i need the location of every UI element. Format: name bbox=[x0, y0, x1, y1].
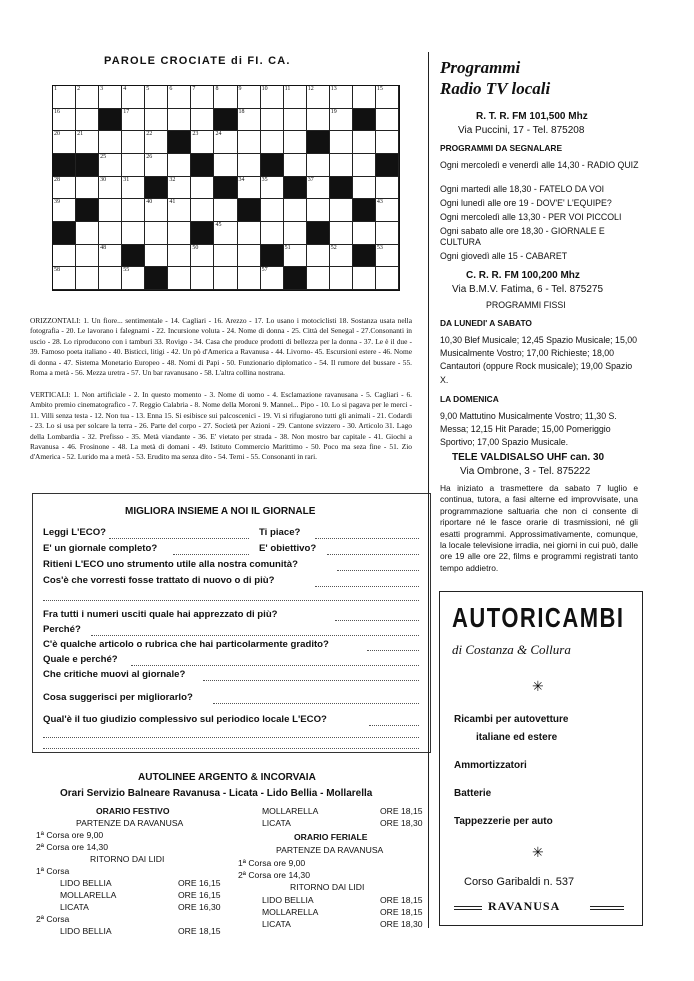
autoricambi-ad bbox=[439, 591, 643, 926]
timetable-row: 1ª Corsa bbox=[36, 866, 70, 876]
crossword-cell bbox=[376, 177, 399, 200]
crossword-cell bbox=[191, 199, 214, 222]
cell-number: 24 bbox=[215, 131, 222, 138]
column-divider bbox=[428, 52, 429, 928]
crossword-cell bbox=[53, 109, 76, 132]
timetable-row: LIDO BELLIA bbox=[60, 926, 112, 936]
crossword-cell bbox=[122, 177, 145, 200]
crossword-cell bbox=[214, 245, 237, 268]
survey-q12: Cosa suggerisci per migliorarlo? bbox=[43, 692, 193, 703]
survey-q13: Qual'è il tuo giudizio complessivo sul periodico locale L'ECO? bbox=[43, 714, 327, 725]
cell-number: 50 bbox=[192, 244, 199, 251]
cell-number: 26 bbox=[146, 153, 153, 160]
cell-number: 9 bbox=[238, 86, 242, 92]
crossword-cell bbox=[284, 222, 307, 245]
crossword-cell bbox=[353, 199, 376, 222]
cell-number: 8 bbox=[215, 86, 219, 92]
crossword-cell bbox=[307, 245, 330, 268]
cell-number: 53 bbox=[376, 244, 383, 251]
crossword-cell bbox=[99, 86, 122, 109]
timetable-row: MOLLARELLA bbox=[262, 907, 319, 917]
survey-q2: Ti piace? bbox=[259, 527, 301, 538]
crossword-cell bbox=[168, 199, 191, 222]
cell-number: 3 bbox=[100, 86, 104, 92]
timetable-label: PARTENZE DA RAVANUSA bbox=[276, 845, 384, 855]
crossword-cell bbox=[376, 245, 399, 268]
ad-divider bbox=[454, 906, 482, 910]
cell-number: 31 bbox=[123, 176, 130, 183]
crossword-cell bbox=[376, 154, 399, 177]
crossword-cell bbox=[214, 154, 237, 177]
sunday-programs: 9,00 Mattutino Musicalmente Vostro; 11,30 S. Messa; 12,15 Hit Parade; 15,00 Pomeriggio Sportivo; 17,00 Spazio Musicale. bbox=[440, 411, 617, 448]
cell-number: 25 bbox=[100, 153, 107, 160]
crossword-cell bbox=[330, 199, 353, 222]
cell-number: 17 bbox=[123, 108, 130, 115]
timetable-time: ORE 18,15 bbox=[178, 926, 221, 936]
survey-q1: Leggi L'ECO? bbox=[43, 527, 107, 538]
cell-number: 28 bbox=[54, 176, 60, 183]
crossword-cell bbox=[122, 222, 145, 245]
cell-number: 12 bbox=[307, 86, 314, 92]
survey-q9: C'è qualche articolo o rubrica che hai particolarmente gradito? bbox=[43, 639, 329, 650]
crossword-cell bbox=[145, 86, 168, 109]
crossword-cell bbox=[168, 267, 191, 290]
crossword-cell bbox=[168, 245, 191, 268]
crossword-cell bbox=[238, 86, 261, 109]
crossword-cell bbox=[307, 267, 330, 290]
crossword-cell bbox=[145, 154, 168, 177]
crossword-cell bbox=[330, 267, 353, 290]
ad-line5: Tappezzerie per auto bbox=[454, 816, 553, 827]
crossword-cell bbox=[238, 154, 261, 177]
cell-number: 30 bbox=[100, 176, 107, 183]
ad-owners: di Costanza & Collura bbox=[452, 642, 571, 657]
segnalare-heading: PROGRAMMI DA SEGNALARE bbox=[440, 143, 563, 153]
crossword-cell bbox=[238, 177, 261, 200]
cell-number: 4 bbox=[123, 86, 127, 92]
timetable-row: MOLLARELLA bbox=[262, 806, 319, 816]
crossword-cell bbox=[261, 267, 284, 290]
survey-q5: Ritieni L'ECO uno strumento utile alla nostra comunità? bbox=[43, 559, 298, 570]
timetable-label: PARTENZE DA RAVANUSA bbox=[76, 818, 184, 828]
crossword-cell bbox=[53, 177, 76, 200]
timetable-row: LICATA bbox=[262, 818, 291, 828]
cell-number: 16 bbox=[54, 108, 60, 115]
cell-number: 52 bbox=[330, 244, 337, 251]
crossword-cell bbox=[376, 199, 399, 222]
radio-subtitle: Radio TV locali bbox=[440, 79, 551, 98]
crossword-cell bbox=[191, 86, 214, 109]
crossword-cell bbox=[307, 131, 330, 154]
crossword-cell bbox=[168, 222, 191, 245]
crossword-cell bbox=[168, 177, 191, 200]
survey-q8: Perché? bbox=[43, 624, 81, 635]
cell-number: 19 bbox=[330, 108, 337, 115]
cell-number: 1 bbox=[54, 86, 57, 92]
crossword-cell bbox=[53, 131, 76, 154]
cell-number: 21 bbox=[77, 131, 84, 138]
crossword-cell bbox=[214, 131, 237, 154]
crossword-cell bbox=[122, 109, 145, 132]
cell-number: 41 bbox=[169, 199, 176, 206]
crossword-cell bbox=[353, 267, 376, 290]
cell-number: 34 bbox=[238, 176, 245, 183]
crossword-cell bbox=[99, 177, 122, 200]
program-item: Ogni sabato alle ore 18,30 - GIORNALE E CULTURA bbox=[440, 226, 605, 247]
crossword-cell bbox=[53, 267, 76, 290]
crossword-cell bbox=[330, 222, 353, 245]
crossword-cell bbox=[307, 86, 330, 109]
cell-number: 13 bbox=[330, 86, 337, 92]
crossword-cell bbox=[145, 109, 168, 132]
horizontal-clues: ORIZZONTALI: 1. Un fiore... sentimentale - 14. Cagliari - 16. Arezzo - 17. Lo usano i motociclisti 18. Sostanza usata nella fotografia - 20. Le lavorano i falegnami - 22. Incursione voluta - 24. Nome di donna - 25. Città del Senegal - 27.Consonanti in uscio - 28. Lo riproducono con i tamburi 33. Rovigo - 34. Casa che produce prodotti di bellezza per la donna - 37. Le è il due - 39. Famoso poeta italiano - 40. Bisticci, litigi - 42. Un pò d'America a Ravanusa - 44. Livorno- 45. Escursioni estere - 46. Nome di donna - 47. Sistema Monetario Europeo - 48. Nomi di Papi - 50. Funzionario diplomatico - 54. Il rumore del bussare - 55. Roma a metà - 56. Mezza uretra - 57. Un bar ravanusano - 58. L'altra collina nostrana. bbox=[30, 316, 412, 378]
crossword-cell bbox=[238, 131, 261, 154]
crossword-cell bbox=[122, 154, 145, 177]
crossword-cell bbox=[261, 245, 284, 268]
survey-q3: E' un giornale completo? bbox=[43, 543, 158, 554]
answer-line[interactable] bbox=[213, 703, 419, 704]
ad-line3: Ammortizzatori bbox=[454, 760, 527, 771]
crossword-cell bbox=[76, 154, 99, 177]
crossword-cell bbox=[307, 222, 330, 245]
crossword-cell bbox=[99, 109, 122, 132]
crossword-cell bbox=[76, 177, 99, 200]
survey-title: MIGLIORA INSIEME A NOI IL GIORNALE bbox=[125, 506, 316, 517]
crossword-cell bbox=[53, 86, 76, 109]
crossword-cell bbox=[214, 222, 237, 245]
crossword-cell bbox=[376, 267, 399, 290]
tele-description: Ha iniziato a trasmettere da sabato 7 luglio e continua, tutora, a fasi alterne ed improvvisate, una programmazione saltuaria che non ci consente di riportare né le fasce orarie di trasmissioni, né gli esatti programmi. Approssimativamente, comunque, la locale televisione irradia, nei giorni in cui può, dalle ore 19 alle ore 22, films e programmi registrati tanto tempo addietro. bbox=[440, 483, 638, 573]
ad-line2: italiane ed estere bbox=[476, 732, 558, 743]
cell-number: 23 bbox=[192, 131, 199, 138]
timetable-row: 2ª Corsa ore 14,30 bbox=[238, 870, 310, 880]
answer-line[interactable] bbox=[367, 650, 419, 651]
crossword-cell bbox=[284, 267, 307, 290]
crossword-cell bbox=[122, 267, 145, 290]
crossword-cell bbox=[214, 267, 237, 290]
timetable-row: 1ª Corsa ore 9,00 bbox=[238, 858, 306, 868]
timetable-label: RITORNO DAI LIDI bbox=[290, 882, 365, 892]
crossword-cell bbox=[99, 267, 122, 290]
answer-line[interactable] bbox=[109, 538, 249, 539]
crossword-cell bbox=[76, 267, 99, 290]
timetable-time: ORE 18,15 bbox=[380, 895, 423, 905]
cell-number: 48 bbox=[100, 244, 107, 251]
crossword-cell bbox=[145, 267, 168, 290]
crossword-cell bbox=[99, 245, 122, 268]
crossword-cell bbox=[261, 199, 284, 222]
answer-line[interactable] bbox=[327, 554, 419, 555]
survey-q10: Quale e perché? bbox=[43, 654, 118, 665]
timetable-time: ORE 18,15 bbox=[380, 907, 423, 917]
rtr-address: Via Puccini, 17 - Tel. 875208 bbox=[458, 125, 585, 136]
crossword-cell bbox=[238, 267, 261, 290]
cell-number: 58 bbox=[54, 267, 60, 274]
cell-number: 2 bbox=[77, 86, 81, 92]
timetable-row: MOLLARELLA bbox=[60, 890, 117, 900]
cell-number: 40 bbox=[146, 199, 153, 206]
crossword-cell bbox=[214, 86, 237, 109]
cell-number: 51 bbox=[284, 244, 291, 251]
crossword-cell bbox=[53, 245, 76, 268]
crossword-cell bbox=[122, 245, 145, 268]
cell-number: 32 bbox=[169, 176, 176, 183]
weekday-programs: 10,30 Blef Musicale; 12,45 Spazio Musicale; 15,00 Musicalmente Vostro; 17,00 Richieste; 18,00 Cantautori (oppure Rock musicale); 19,00 Spazio X. bbox=[440, 335, 638, 385]
crossword-cell bbox=[353, 222, 376, 245]
rtr-station: R. T. R. FM 101,500 Mhz bbox=[476, 111, 588, 122]
crossword-cell bbox=[99, 131, 122, 154]
crossword-cell bbox=[99, 222, 122, 245]
answer-line[interactable] bbox=[335, 620, 419, 621]
cell-number: 10 bbox=[261, 86, 268, 92]
crossword-cell bbox=[191, 267, 214, 290]
timetable-time: ORE 18,30 bbox=[380, 818, 423, 828]
ad-brand: AUTORICAMBI bbox=[452, 602, 625, 634]
answer-line[interactable] bbox=[173, 554, 249, 555]
crossword-cell bbox=[76, 199, 99, 222]
crossword-cell bbox=[238, 199, 261, 222]
crossword-cell bbox=[191, 222, 214, 245]
star-icon: ✳ bbox=[532, 844, 544, 860]
crossword-cell bbox=[122, 131, 145, 154]
crossword-cell bbox=[145, 222, 168, 245]
cell-number: 20 bbox=[54, 131, 60, 138]
ad-divider bbox=[590, 906, 624, 910]
timetable-time: ORE 16,15 bbox=[178, 890, 221, 900]
crossword-title: PAROLE CROCIATE di FI. CA. bbox=[104, 55, 291, 67]
crossword-cell bbox=[76, 245, 99, 268]
crossword-cell bbox=[284, 86, 307, 109]
crossword-cell bbox=[261, 109, 284, 132]
crossword-cell bbox=[238, 109, 261, 132]
crossword-cell bbox=[168, 86, 191, 109]
crossword-cell bbox=[214, 177, 237, 200]
crossword-cell bbox=[191, 109, 214, 132]
festivo-heading: ORARIO FESTIVO bbox=[96, 806, 170, 816]
survey-q6: Cos'è che vorresti fosse trattato di nuovo o di più? bbox=[43, 575, 275, 586]
crossword-cell bbox=[76, 86, 99, 109]
program-item: Ogni giovedì alle 15 - CABARET bbox=[440, 251, 568, 261]
ad-line1: Ricambi per autovetture bbox=[454, 714, 569, 725]
timetable-row: LICATA bbox=[262, 919, 291, 929]
program-item: Ogni mercoledì e venerdì alle 14,30 - RADIO QUIZ bbox=[440, 160, 639, 170]
crossword-cell bbox=[99, 154, 122, 177]
answer-line[interactable] bbox=[43, 600, 419, 601]
crossword-cell bbox=[261, 222, 284, 245]
fissi-heading: PROGRAMMI FISSI bbox=[486, 300, 566, 310]
crossword-cell bbox=[353, 86, 376, 109]
crossword-cell bbox=[53, 199, 76, 222]
crossword-cell bbox=[307, 154, 330, 177]
vertical-clues: VERTICALI: 1. Non artificiale - 2. In questo momento - 3. Nome di uomo - 4. Esclamazione ravanusana - 5. Cagliari - 6. Ambito premio cinematografico - 7. Reggio Calabria - 8. Nome della Moroni 9. Mannel... Pipo - 10. Lo si pagava per le merci - 11. Villi senza testa - 12. Non tua - 13. Enna 15. Si esibisce sui palcoscenici - 19. Vi si rifugiarono tutti gli animali - 21. Codardi - 23. Lo si usa per solcare la terra - 26. Parte del corpo - 27. Società per Azioni - 29. Cantone svizzero - 30. Articolo 31. Lago della Lombardia - 32. Prefisso - 35. Metà viandante - 36. E' vietato per strada - 38. Non mostro bar capitale - 41. Giochi a Ravanusa - 46. Frosinone - 48. La metà di domani - 49. Istituto Commercio Marittimo - 50. Poco ma seza fine - 51. Zio d'America - 52. Lurido ma a metà - 53. Erudito ma senza dito - 54. Terni - 55. Consonanti in rari. bbox=[30, 390, 412, 462]
crossword-cell bbox=[191, 131, 214, 154]
cell-number: 7 bbox=[192, 86, 196, 92]
crossword-cell bbox=[284, 245, 307, 268]
crr-station: C. R. R. FM 100,200 Mhz bbox=[466, 270, 580, 281]
timetable-time: ORE 16,30 bbox=[178, 902, 221, 912]
cell-number: 6 bbox=[169, 86, 173, 92]
timetable-time: ORE 18,15 bbox=[380, 806, 423, 816]
crossword-cell bbox=[76, 109, 99, 132]
crossword-cell bbox=[122, 199, 145, 222]
crossword-cell bbox=[214, 109, 237, 132]
timetable-row: LICATA bbox=[60, 902, 89, 912]
crossword-cell bbox=[145, 131, 168, 154]
tele-address: Via Ombrone, 3 - Tel. 875222 bbox=[460, 466, 591, 477]
crossword-cell bbox=[376, 86, 399, 109]
crossword-cell bbox=[307, 177, 330, 200]
ad-town: RAVANUSA bbox=[488, 899, 561, 913]
crr-address: Via B.M.V. Fatima, 6 - Tel. 875275 bbox=[452, 284, 604, 295]
bus-company: AUTOLINEE ARGENTO & INCORVAIA bbox=[138, 772, 316, 783]
crossword-cell bbox=[330, 154, 353, 177]
answer-line[interactable] bbox=[131, 665, 419, 666]
program-item: Ogni martedì alle 18,30 - FATELO DA VOI bbox=[440, 184, 605, 194]
crossword-cell bbox=[376, 109, 399, 132]
survey-q7: Fra tutti i numeri usciti quale hai apprezzato di più? bbox=[43, 609, 278, 620]
cell-number: 57 bbox=[261, 267, 268, 274]
program-item: Ogni mercoledì alle 13,30 - PER VOI PICCOLI bbox=[440, 212, 622, 222]
crossword-cell bbox=[168, 131, 191, 154]
crossword-cell bbox=[261, 131, 284, 154]
timetable-row: LIDO BELLIA bbox=[262, 895, 314, 905]
timetable-row: 2ª Corsa ore 14,30 bbox=[36, 842, 108, 852]
cell-number: 15 bbox=[376, 86, 383, 92]
crossword-cell bbox=[261, 177, 284, 200]
star-icon: ✳ bbox=[532, 678, 544, 694]
cell-number: 11 bbox=[284, 86, 291, 92]
timetable-time: ORE 16,15 bbox=[178, 878, 221, 888]
cell-number: 45 bbox=[215, 221, 222, 228]
cell-number: 18 bbox=[238, 108, 245, 115]
crossword-cell bbox=[330, 131, 353, 154]
ad-line4: Batterie bbox=[454, 788, 492, 799]
crossword-cell bbox=[99, 199, 122, 222]
timetable-row: LIDO BELLIA bbox=[60, 878, 112, 888]
crossword-cell bbox=[238, 222, 261, 245]
crossword-cell bbox=[353, 154, 376, 177]
crossword-cell bbox=[191, 245, 214, 268]
timetable-row: 1ª Corsa ore 9,00 bbox=[36, 830, 104, 840]
crossword-cell bbox=[76, 131, 99, 154]
crossword-cell bbox=[353, 245, 376, 268]
cell-number: 37 bbox=[307, 176, 314, 183]
crossword-cell bbox=[191, 177, 214, 200]
cell-number: 39 bbox=[54, 199, 60, 206]
timetable-label: RITORNO DAI LIDI bbox=[90, 854, 165, 864]
crossword-cell bbox=[261, 154, 284, 177]
crossword-cell bbox=[307, 199, 330, 222]
crossword-cell bbox=[307, 109, 330, 132]
crossword-cell bbox=[376, 222, 399, 245]
crossword-cell bbox=[214, 199, 237, 222]
crossword-cell bbox=[353, 109, 376, 132]
bus-route: Orari Servizio Balneare Ravanusa - Licata - Lido Bellia - Mollarella bbox=[60, 788, 373, 799]
crossword-cell bbox=[330, 109, 353, 132]
crossword-cell bbox=[145, 245, 168, 268]
survey-box bbox=[32, 493, 431, 753]
program-item: Ogni lunedì alle ore 19 - DOV'E' L'EQUIPE? bbox=[440, 198, 612, 208]
timetable-time: ORE 18,30 bbox=[380, 919, 423, 929]
tele-station: TELE VALDISALSO UHF can. 30 bbox=[452, 452, 605, 463]
crossword-cell bbox=[145, 199, 168, 222]
answer-line[interactable] bbox=[337, 570, 419, 571]
crossword-cell bbox=[284, 177, 307, 200]
crossword-cell bbox=[376, 131, 399, 154]
crossword-cell bbox=[53, 222, 76, 245]
answer-line[interactable] bbox=[369, 725, 419, 726]
crossword-cell bbox=[238, 245, 261, 268]
lunsab-heading: DA LUNEDI' A SABATO bbox=[440, 318, 532, 328]
crossword-cell bbox=[76, 222, 99, 245]
answer-line[interactable] bbox=[43, 748, 419, 749]
crossword-cell bbox=[284, 109, 307, 132]
crossword-cell bbox=[284, 131, 307, 154]
answer-line[interactable] bbox=[315, 586, 419, 587]
cell-number: 22 bbox=[146, 131, 153, 138]
cell-number: 55 bbox=[123, 267, 130, 274]
crossword-cell bbox=[330, 245, 353, 268]
timetable-row: 2ª Corsa bbox=[36, 914, 70, 924]
crossword-cell bbox=[330, 86, 353, 109]
crossword-cell bbox=[168, 109, 191, 132]
survey-q4: E' obiettivo? bbox=[259, 543, 317, 554]
cell-number: 5 bbox=[146, 86, 150, 92]
crossword-cell bbox=[284, 199, 307, 222]
feriale-heading: ORARIO FERIALE bbox=[294, 832, 368, 842]
answer-line[interactable] bbox=[203, 680, 419, 681]
crossword-cell bbox=[122, 86, 145, 109]
crossword-cell bbox=[168, 154, 191, 177]
answer-line[interactable] bbox=[91, 635, 419, 636]
crossword-cell bbox=[191, 154, 214, 177]
crossword-cell bbox=[353, 177, 376, 200]
crossword-cell bbox=[284, 154, 307, 177]
crossword-grid bbox=[52, 85, 400, 291]
radio-title: Programmi bbox=[440, 58, 521, 77]
cell-number: 35 bbox=[261, 176, 268, 183]
cell-number: 43 bbox=[376, 199, 383, 206]
crossword-cell bbox=[330, 177, 353, 200]
answer-line[interactable] bbox=[43, 737, 419, 738]
crossword-cell bbox=[353, 131, 376, 154]
ad-address: Corso Garibaldi n. 537 bbox=[464, 876, 575, 888]
domenica-heading: LA DOMENICA bbox=[440, 394, 499, 404]
survey-q11: Che critiche muovi al giornale? bbox=[43, 669, 186, 680]
crossword-cell bbox=[53, 154, 76, 177]
crossword-cell bbox=[261, 86, 284, 109]
crossword-cell bbox=[145, 177, 168, 200]
answer-line[interactable] bbox=[315, 538, 419, 539]
